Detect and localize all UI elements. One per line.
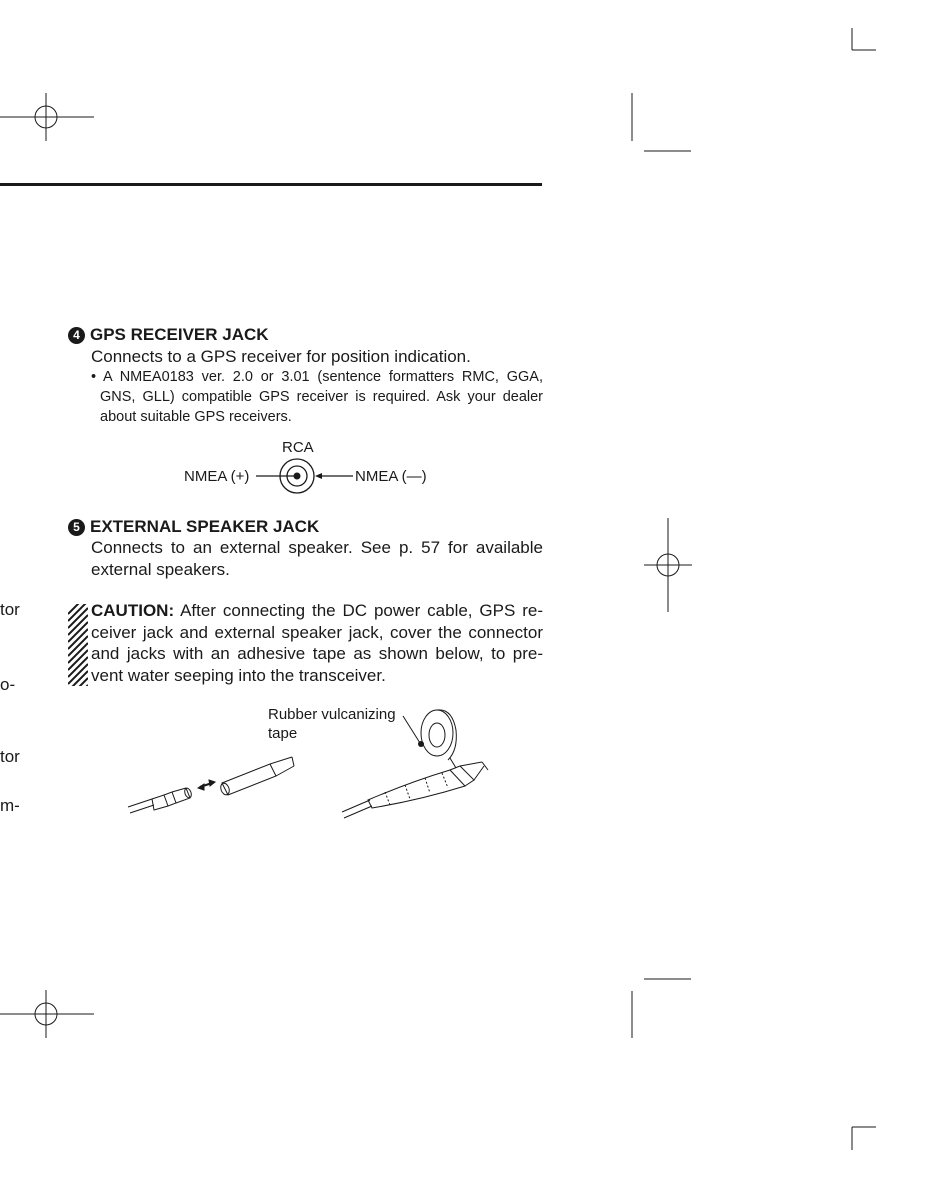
margin-fragment: tor (0, 747, 20, 766)
caution-line: vent water seeping into the transceiver. (91, 665, 386, 685)
caution-text (91, 600, 543, 686)
section-number-badge: 5 (68, 519, 85, 536)
section-number-badge: 4 (68, 327, 85, 344)
speaker-description (91, 537, 543, 580)
margin-fragment: o- (0, 675, 16, 694)
rca-jack-diagram (254, 456, 356, 496)
connector-pair-drawing (128, 757, 294, 813)
gps-requirement-note (91, 367, 543, 427)
section-title: EXTERNAL SPEAKER JACK (90, 517, 320, 536)
section-title: GPS RECEIVER JACK (90, 325, 269, 344)
section-description: Connects to a GPS receiver for position indication. (91, 347, 471, 366)
margin-fragment: m- (0, 796, 20, 815)
nmea-plus-label: NMEA (+) (184, 468, 250, 485)
jack-center-pin (294, 473, 301, 480)
section-heading-speaker (68, 517, 319, 537)
caution-line (91, 600, 543, 622)
description-line: external speakers. (91, 559, 230, 579)
taped-connector-drawing (342, 710, 488, 818)
caution-line-text: After connecting the DC power cable, GPS re- (174, 601, 543, 620)
caution-line: ceiver jack and external speaker jack, cover the connector (91, 622, 543, 642)
section-heading-gps (68, 325, 269, 345)
arrow-left-icon (315, 473, 322, 479)
note-line: about suitable GPS receivers. (100, 409, 292, 425)
margin-fragment: tor (0, 600, 20, 619)
header-rule (0, 183, 542, 186)
connector-taping-illustration (120, 700, 500, 825)
note-line: • A NMEA0183 ver. 2.0 or 3.01 (sentence formatters RMC, GGA, (91, 369, 543, 385)
tape-label-line: tape (268, 725, 298, 742)
nmea-minus-label: NMEA (—) (355, 468, 427, 485)
note-line: GNS, GLL) compatible GPS receiver is required. Ask your dealer (100, 389, 543, 405)
rca-label: RCA (282, 439, 314, 456)
tape-label-line: Rubber vulcanizing (268, 706, 396, 723)
caution-hatch-icon (68, 604, 88, 686)
caution-label: CAUTION: (91, 601, 175, 620)
leader-dot (418, 741, 424, 747)
description-line: Connects to an external speaker. See p. 57 for available (91, 538, 543, 557)
caution-line: and jacks with an adhesive tape as shown below, to pre- (91, 644, 543, 663)
